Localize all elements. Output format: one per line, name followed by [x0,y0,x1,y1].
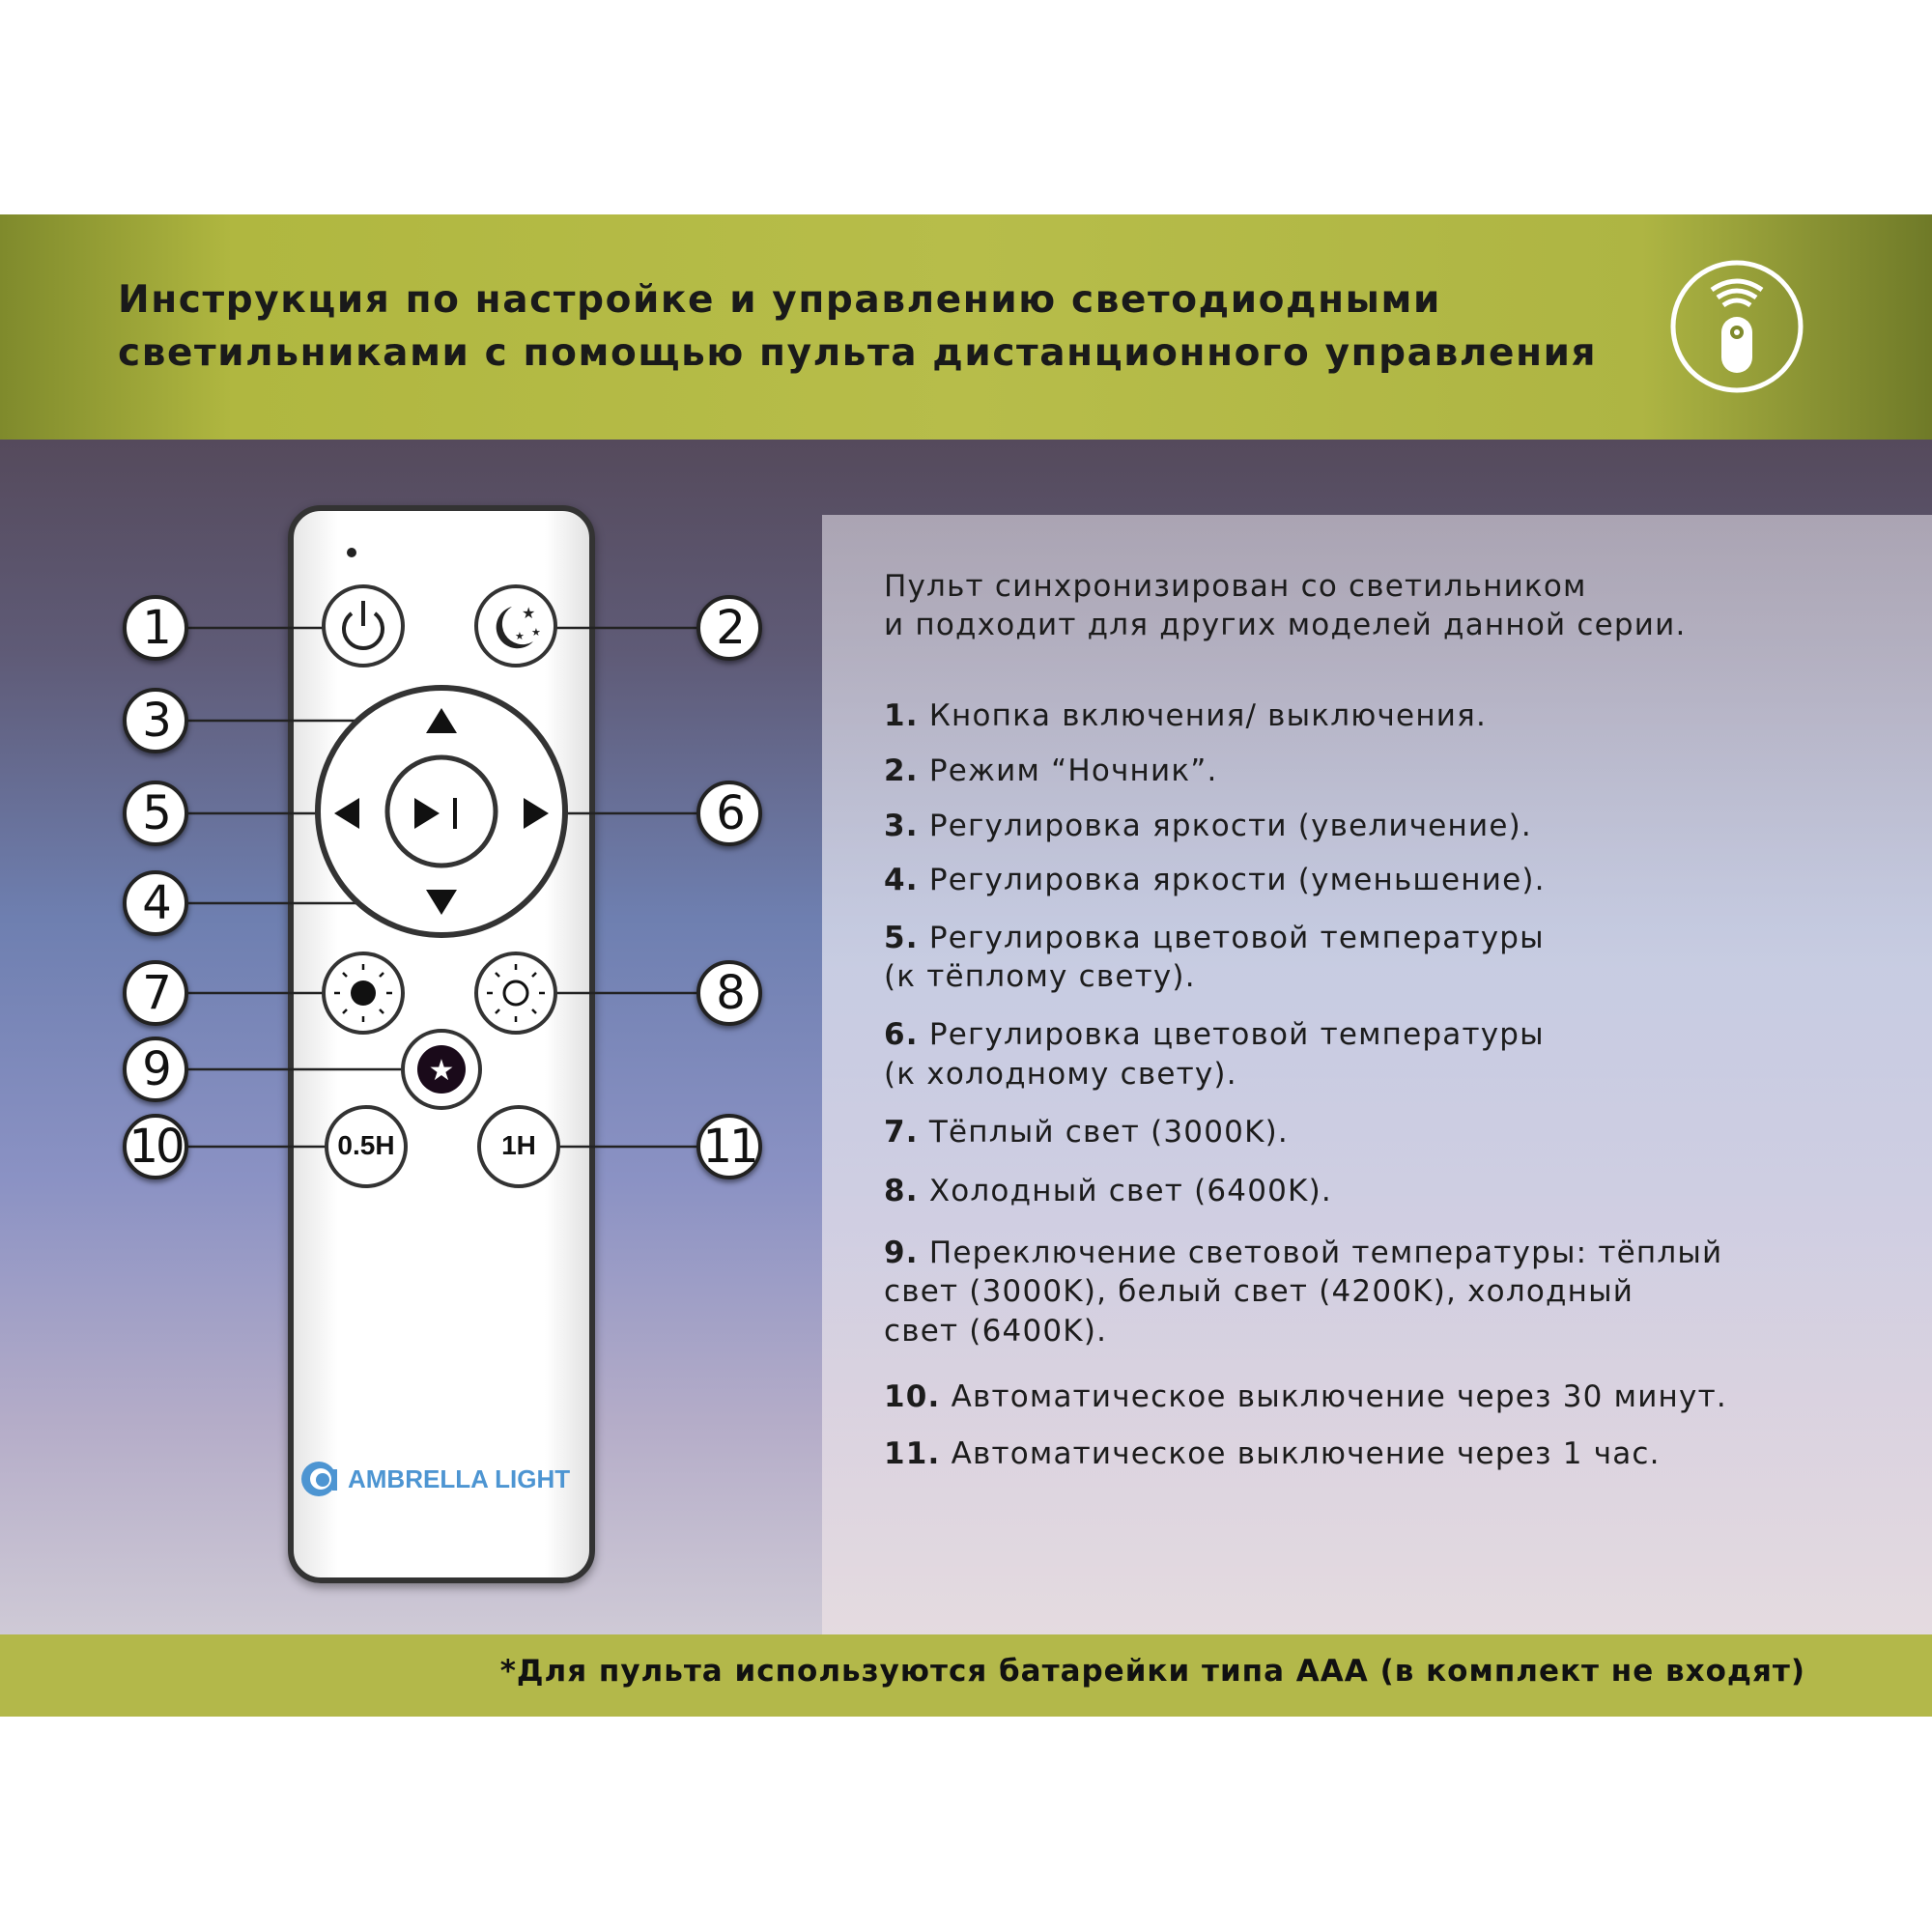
callout-3: 3 [123,688,188,753]
brand-logo [299,1460,589,1498]
item-text: Тёплый свет (3000K). [928,1115,1289,1150]
item-text: Кнопка включения/ выключения. [928,698,1488,733]
led-indicator [347,548,356,557]
instruction-item [884,1312,1107,1350]
title-line: светильниками с помощью пульта дистанционного управления [118,331,1598,375]
item-text: Регулировка яркости (уменьшение). [928,863,1546,897]
instruction-item [884,861,1546,899]
callout-9: 9 [123,1037,188,1102]
half-hour-label: 0.5H [337,1130,395,1160]
item-number: 5. [884,921,919,955]
item-text: (к тёплому свету). [884,959,1196,994]
callout-10: 10 [123,1114,188,1179]
svg-text:★: ★ [522,604,536,622]
instruction-item [884,1015,1545,1054]
brand-logo-icon [299,1460,342,1498]
svg-text:★: ★ [428,1054,455,1088]
callout-11: 11 [696,1114,762,1179]
item-number: 1. [884,698,919,733]
item-text: Режим “Ночник”. [928,753,1218,788]
instruction-item [884,696,1487,735]
play-skip-button[interactable] [387,757,496,866]
callout-5: 5 [123,781,188,846]
item-text: (к холодному свету). [884,1057,1237,1092]
instruction-item [884,807,1532,845]
item-text: Переключение световой температуры: тёплый [928,1236,1723,1270]
callout-1: 1 [123,595,188,661]
callout-7: 7 [123,960,188,1026]
night-mode-button[interactable] [476,586,555,666]
instruction-item [884,1055,1237,1094]
sun-filled-icon [351,980,376,1006]
item-number: 6. [884,1017,919,1052]
title-line: Инструкция по настройке и управлению светодиодными [118,278,1441,322]
item-number: 2. [884,753,919,788]
item-text: свет (3000K), белый свет (4200K), холодный [884,1274,1634,1309]
intro-line: и подходит для других моделей данной серии. [884,608,1687,642]
instruction-item [884,1172,1332,1210]
instruction-item [884,1272,1634,1311]
item-text: Регулировка цветовой температуры [928,921,1545,955]
intro-line: Пульт синхронизирован со светильником [884,569,1587,604]
item-number: 10. [884,1379,941,1414]
one-hour-label: 1H [501,1130,536,1160]
item-number: 8. [884,1174,919,1208]
callout-8: 8 [696,960,762,1026]
item-number: 9. [884,1236,919,1270]
callout-2: 2 [696,595,762,661]
item-text: Автоматическое выключение через 30 минут. [951,1379,1727,1414]
item-text: Регулировка яркости (увеличение). [928,809,1532,843]
callout-4: 4 [123,870,188,936]
callout-6: 6 [696,781,762,846]
instruction-item [884,1234,1722,1272]
item-number: 4. [884,863,919,897]
instruction-item [884,752,1218,790]
instruction-item [884,1113,1289,1151]
instruction-item [884,1378,1727,1416]
brand-name: AMBRELLA LIGHT [348,1463,571,1493]
instruction-item [884,919,1545,957]
item-text: свет (6400K). [884,1314,1108,1349]
item-text: Автоматическое выключение через 1 час. [951,1436,1661,1471]
item-number: 11. [884,1436,941,1471]
instruction-item [884,1435,1661,1473]
item-number: 3. [884,809,919,843]
svg-text:★: ★ [531,626,541,639]
instruction-item [884,957,1196,996]
svg-text:★: ★ [515,630,525,642]
battery-note: *Для пульта используются батарейки типа AAA (в комплект не входят) [499,1654,1805,1689]
item-text: Регулировка цветовой температуры [928,1017,1545,1052]
item-text: Холодный свет (6400K). [928,1174,1332,1208]
item-number: 7. [884,1115,919,1150]
